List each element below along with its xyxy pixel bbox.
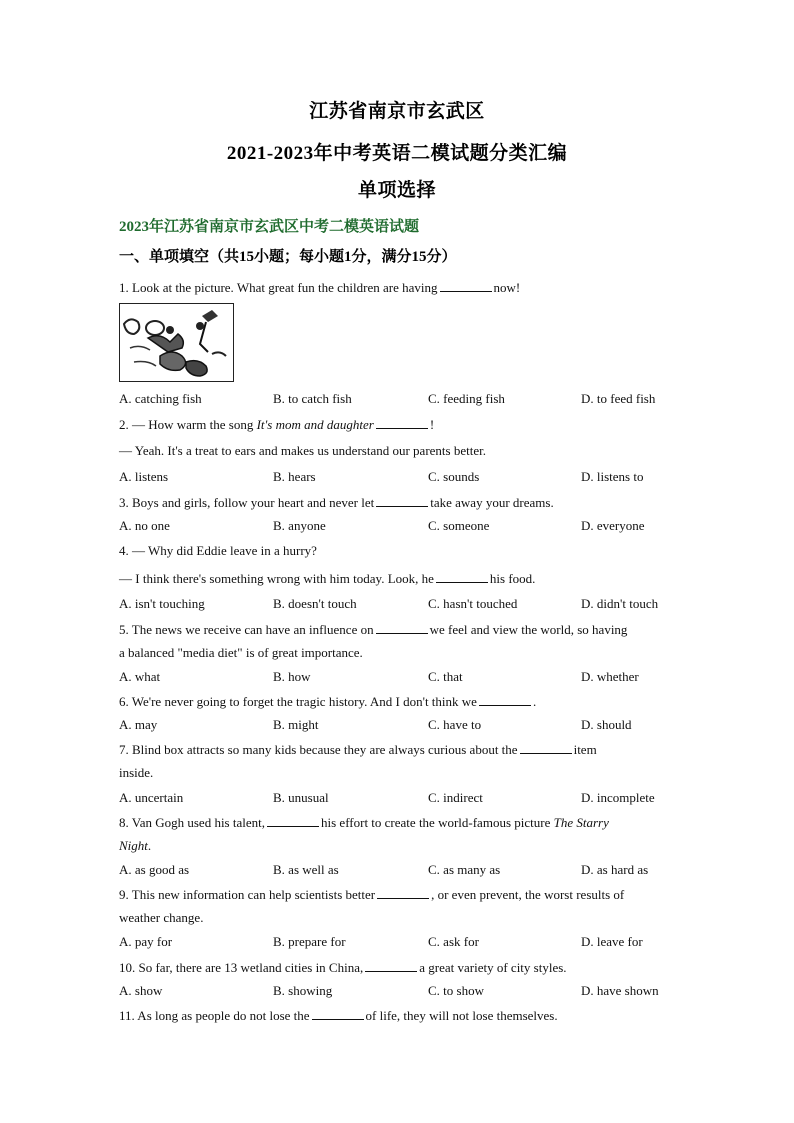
document-title-main: 2021-2023年中考英语二模试题分类汇编: [226, 143, 568, 164]
question-5-stem: 5. The news we receive can have an influence on we feel and view the world, so having: [119, 622, 628, 637]
question-9-options: [119, 934, 679, 950]
answer-blank: [376, 621, 428, 634]
option-c[interactable]: C. to show: [428, 983, 484, 998]
option-a[interactable]: A. may: [119, 717, 158, 732]
question-9-stem-cont: weather change.: [119, 910, 204, 925]
question-5-stem-cont: a balanced "media diet" is of great importance.: [119, 645, 363, 660]
question-11-stem: 11. As long as people do not lose the of life, they will not lose themselves.: [119, 1008, 558, 1023]
option-d[interactable]: D. everyone: [581, 518, 645, 533]
option-d[interactable]: D. whether: [581, 669, 639, 684]
question-3-options: [119, 518, 679, 534]
option-c[interactable]: C. have to: [428, 717, 482, 732]
question-5-options: [119, 669, 679, 685]
question-1-stem: 1. Look at the picture. What great fun the children are having now!: [119, 280, 521, 295]
option-b[interactable]: B. prepare for: [273, 934, 346, 949]
answer-blank: [436, 570, 488, 583]
answer-blank: [377, 886, 429, 899]
option-a[interactable]: A. listens: [119, 469, 169, 484]
question-10-options: [119, 983, 679, 999]
option-a[interactable]: A. isn't touching: [119, 596, 205, 611]
option-b[interactable]: B. unusual: [273, 790, 329, 805]
question-8-stem-cont: Night.: [119, 838, 152, 853]
section-title: 一、单项填空（共15小题；每小题1分，满分15分）: [119, 249, 457, 265]
question-2-reply: — Yeah. It's a treat to ears and makes us understand our parents better.: [119, 443, 486, 458]
answer-blank: [365, 959, 417, 972]
question-8-stem: 8. Van Gogh used his talent, his effort to create the world-famous picture The Starry: [119, 815, 609, 830]
question-9-stem: 9. This new information can help scientists better , or even prevent, the worst results of: [119, 887, 625, 902]
option-d[interactable]: D. to feed fish: [581, 391, 656, 406]
answer-blank: [312, 1007, 364, 1020]
document-title-region: 江苏省南京市玄武区: [309, 101, 485, 122]
option-b[interactable]: B. showing: [273, 983, 333, 998]
question-7-stem-cont: inside.: [119, 765, 154, 780]
question-3-stem: 3. Boys and girls, follow your heart and never let take away your dreams.: [119, 495, 554, 510]
option-d[interactable]: D. have shown: [581, 983, 659, 998]
option-c[interactable]: C. someone: [428, 518, 490, 533]
question-2-stem: 2. — How warm the song It's mom and daughter !: [119, 417, 435, 432]
option-d[interactable]: D. listens to: [581, 469, 644, 484]
option-c[interactable]: C. as many as: [428, 862, 501, 877]
question-1-picture: [119, 303, 234, 382]
question-1-options: [119, 391, 679, 407]
option-b[interactable]: B. might: [273, 717, 319, 732]
document-title-category: 单项选择: [357, 180, 436, 201]
question-6-stem: 6. We're never going to forget the tragic history. And I don't think we .: [119, 694, 537, 709]
option-a[interactable]: A. pay for: [119, 934, 173, 949]
answer-blank: [376, 494, 428, 507]
question-10-stem: 10. So far, there are 13 wetland cities in China, a great variety of city styles.: [119, 960, 567, 975]
option-d[interactable]: D. should: [581, 717, 632, 732]
question-7-stem: 7. Blind box attracts so many kids because they are always curious about the item: [119, 742, 597, 757]
answer-blank: [376, 416, 428, 429]
option-d[interactable]: D. as hard as: [581, 862, 649, 877]
option-d[interactable]: D. incomplete: [581, 790, 655, 805]
question-2-options: [119, 469, 679, 485]
exam-title: 2023年江苏省南京市玄武区中考二模英语试题: [119, 219, 420, 235]
question-4-options: [119, 596, 679, 612]
question-4-stem: 4. — Why did Eddie leave in a hurry?: [119, 543, 317, 558]
option-b[interactable]: B. doesn't touch: [273, 596, 357, 611]
option-b[interactable]: B. how: [273, 669, 311, 684]
option-a[interactable]: A. uncertain: [119, 790, 184, 805]
option-c[interactable]: C. sounds: [428, 469, 480, 484]
option-d[interactable]: D. leave for: [581, 934, 643, 949]
option-c[interactable]: C. hasn't touched: [428, 596, 518, 611]
children-fishing-illustration: [120, 304, 233, 381]
option-a[interactable]: A. what: [119, 669, 161, 684]
option-b[interactable]: B. hears: [273, 469, 316, 484]
option-b[interactable]: B. to catch fish: [273, 391, 352, 406]
option-a[interactable]: A. as good as: [119, 862, 190, 877]
option-a[interactable]: A. no one: [119, 518, 170, 533]
option-a[interactable]: A. show: [119, 983, 163, 998]
question-8-options: [119, 862, 679, 878]
question-7-options: [119, 790, 679, 806]
answer-blank: [440, 279, 492, 292]
answer-blank: [479, 693, 531, 706]
option-a[interactable]: A. catching fish: [119, 391, 202, 406]
option-c[interactable]: C. feeding fish: [428, 391, 505, 406]
option-b[interactable]: B. anyone: [273, 518, 326, 533]
option-b[interactable]: B. as well as: [273, 862, 339, 877]
answer-blank: [520, 741, 572, 754]
question-6-options: [119, 717, 679, 733]
option-c[interactable]: C. ask for: [428, 934, 479, 949]
option-d[interactable]: D. didn't touch: [581, 596, 659, 611]
option-c[interactable]: C. that: [428, 669, 463, 684]
question-4-reply: — I think there's something wrong with him today. Look, he his food.: [119, 571, 536, 586]
option-c[interactable]: C. indirect: [428, 790, 483, 805]
answer-blank: [267, 814, 319, 827]
